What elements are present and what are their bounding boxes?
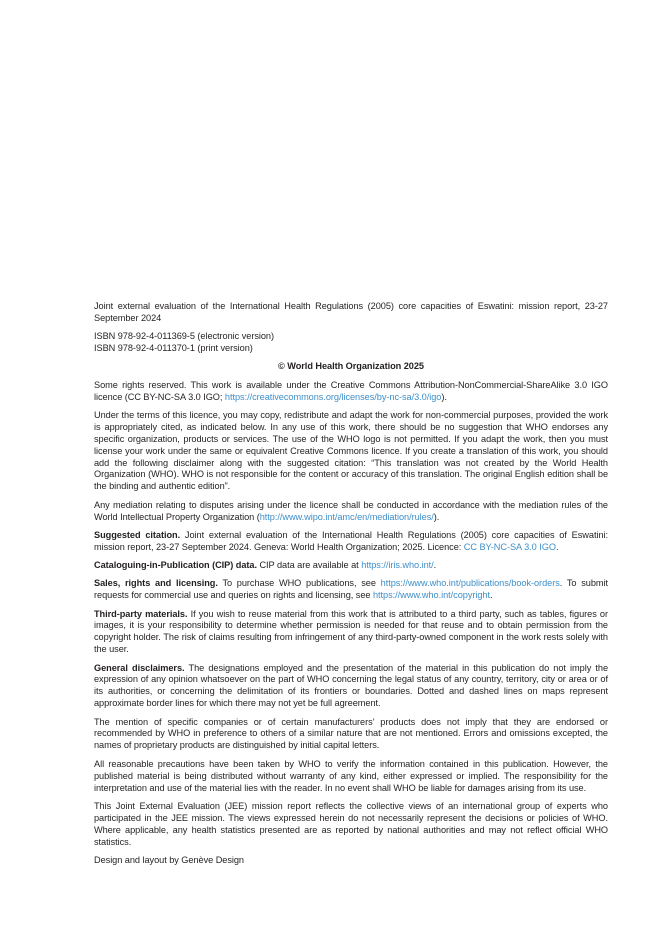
cip-paragraph — [94, 560, 608, 572]
rights-paragraph — [94, 380, 608, 404]
book-orders-link[interactable]: https://www.who.int/publications/book-orders — [380, 578, 560, 589]
third-party-paragraph — [94, 609, 608, 657]
citation-paragraph — [94, 530, 608, 554]
licence-terms-paragraph — [94, 410, 608, 493]
jee-note-text: This Joint External Evaluation (JEE) mission report reflects the collective views of an international group of experts who participated in the JEE mission. The views expressed herein do not necessarily represent the decisions or policies of WHO. Where applicable, any health statistics presented are as reported by national authorities and may not reflect official WHO statistics. — [94, 800, 608, 847]
iris-link[interactable]: https://iris.who.int/ — [361, 560, 434, 571]
wipo-link[interactable]: http://www.wipo.int/amc/en/mediation/rules/ — [259, 511, 434, 522]
citation-label: Suggested citation. — [94, 529, 181, 540]
third-party-label: Third-party materials. — [94, 608, 188, 619]
precautions-text: All reasonable precautions have been taken by WHO to verify the information contained in this publication. However, the published material is being distributed without warranty of any kind, either expressed or implied. The responsibility for the interpretation and use of the material lies with the reader. In no event shall WHO be liable for damages arising from its use. — [94, 758, 608, 793]
citation-end: . — [555, 541, 559, 552]
licence-link[interactable]: https://creativecommons.org/licenses/by-nc-sa/3.0/igo — [224, 391, 442, 402]
copyright-heading: © World Health Organization 2025 — [278, 361, 424, 372]
report-title-text: Joint external evaluation of the International Health Regulations (2005) core capacities of Eswatini: mission report, 23-27 September 2024 — [94, 301, 608, 323]
cip-end: . — [433, 560, 437, 571]
licence-terms-text: Under the terms of this licence, you may copy, redistribute and adapt the work for non-commercial purposes, provided the work is appropriately cited, as indicated below. In any use of this work, there should be no suggestion that WHO endorses any specific organization, products or services. The use of the WHO logo is not permitted. If you adapt the work, then you must license your work under the same or equivalent Creative Commons licence. If you create a translation of this work, you should add the following disclaimer along with the suggested citation: “This translation was not created by the World Health Organization (WHO). WHO is not responsible for the content or accuracy of this translation. The original English edition shall be the binding and authentic edition”. — [94, 409, 608, 492]
mediation-text: Any mediation relating to disputes arising under the licence shall be conducted in accordance with the mediation rules of the World Intellectual Property Organization ( — [94, 499, 608, 522]
disclaimers-paragraph — [94, 663, 608, 711]
mediation-paragraph — [94, 500, 608, 524]
disclaimers-label: General disclaimers. — [94, 662, 185, 673]
sales-label: Sales, rights and licensing. — [94, 578, 218, 589]
cip-text: CIP data are available at — [256, 560, 362, 571]
design-credit — [94, 855, 608, 867]
citation-licence-link[interactable]: CC BY-NC-SA 3.0 IGO — [463, 541, 556, 552]
copyright-link[interactable]: https://www.who.int/copyright — [372, 590, 490, 601]
sales-mid: . To submit requests for commercial use and queries on rights and licensing, see — [94, 578, 608, 601]
report-title — [94, 301, 608, 325]
sales-text: To purchase WHO publications, see — [217, 578, 381, 589]
third-party-text: If you wish to reuse material from this work that is attributed to a third party, such as tables, figures or images, it is your responsibility to determine whether permission is needed for that reuse and to obtain permission from the copyright holder. The risk of claims resulting from infringement of any third-party-owned component in the work rests solely with the user. — [94, 608, 609, 655]
sales-end: . — [490, 590, 493, 601]
design-credit-text: Design and layout by Genève Design — [94, 854, 244, 865]
citation-text: Joint external evaluation of the International Health Regulations (2005) core capacities of Eswatini: mission report, 23-27 September 2024. Geneva: World Health Organization; 2025. Licence: — [94, 529, 608, 552]
copyright-page — [94, 301, 608, 873]
mediation-end: ). — [433, 511, 440, 522]
sales-paragraph — [94, 578, 608, 602]
jee-note-paragraph — [94, 801, 608, 849]
rights-text: Some rights reserved. This work is available under the Creative Commons Attribution-NonCommercial-ShareAlike 3.0 IGO licence (CC BY-NC-SA 3.0 IGO; — [94, 379, 608, 402]
isbn-electronic: ISBN 978-92-4-011369-5 (electronic version) — [94, 331, 274, 342]
isbn-block — [94, 331, 608, 355]
companies-paragraph — [94, 717, 608, 753]
precautions-paragraph — [94, 759, 608, 795]
rights-end: ). — [441, 391, 447, 402]
isbn-print: ISBN 978-92-4-011370-1 (print version) — [94, 343, 253, 354]
cip-label: Cataloguing-in-Publication (CIP) data. — [94, 560, 257, 571]
companies-text: The mention of specific companies or of certain manufacturers’ products does not imply that they are endorsed or recommended by WHO in preference to others of a similar nature that are not mentioned. Errors and omissions excepted, the names of proprietary products are distinguished by initial capital letters. — [94, 716, 608, 751]
disclaimers-text: The designations employed and the presentation of the material in this publication do not imply the expression of any opinion whatsoever on the part of WHO concerning the legal status of any country, territory, city or area or of its authorities, or concerning the delimitation of its frontiers or boundaries. Dotted and dashed lines on maps represent approximate border lines for which there may not yet be full agreement. — [94, 662, 608, 709]
